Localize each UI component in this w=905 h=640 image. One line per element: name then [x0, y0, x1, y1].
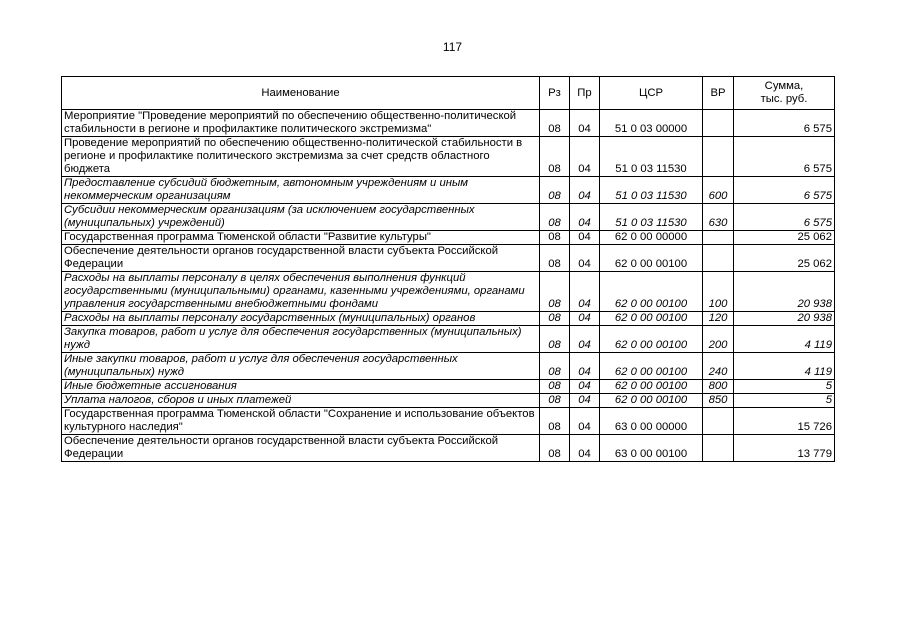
cell-csr: 62 0 00 00100: [600, 245, 703, 272]
cell-name: Закупка товаров, работ и услуг для обеспечения государственных (муниципальных) нужд: [62, 326, 540, 353]
cell-sum: 25 062: [734, 231, 835, 245]
cell-sum: 15 726: [734, 408, 835, 435]
cell-vr: 800: [703, 380, 734, 394]
cell-name: Иные закупки товаров, работ и услуг для обеспечения государственных (муниципальных) нужд: [62, 353, 540, 380]
cell-pr: 04: [570, 380, 600, 394]
header-csr: ЦСР: [600, 77, 703, 110]
cell-vr: [703, 408, 734, 435]
cell-rz: 08: [540, 177, 570, 204]
cell-rz: 08: [540, 394, 570, 408]
header-sum: [734, 77, 835, 110]
cell-vr: [703, 110, 734, 137]
header-vr: ВР: [703, 77, 734, 110]
table-row: [62, 137, 835, 177]
cell-name: Обеспечение деятельности органов государственной власти субъекта Российской Федерации: [62, 435, 540, 462]
cell-name: Государственная программа Тюменской области "Развитие культуры": [62, 231, 540, 245]
table-body: [62, 110, 835, 462]
table-row: [62, 272, 835, 312]
cell-vr: 600: [703, 177, 734, 204]
cell-rz: 08: [540, 435, 570, 462]
cell-vr: 850: [703, 394, 734, 408]
table-row: [62, 110, 835, 137]
cell-pr: 04: [570, 326, 600, 353]
cell-csr: 62 0 00 00100: [600, 394, 703, 408]
table-row: [62, 312, 835, 326]
cell-vr: 120: [703, 312, 734, 326]
cell-name: Проведение мероприятий по обеспечению общественно-политической стабильности в регионе и профилактике политического экстремизма за счет средств областного бюджета: [62, 137, 540, 177]
cell-rz: 08: [540, 312, 570, 326]
cell-csr: 62 0 00 00100: [600, 353, 703, 380]
cell-pr: 04: [570, 245, 600, 272]
cell-rz: 08: [540, 231, 570, 245]
cell-rz: 08: [540, 110, 570, 137]
cell-vr: [703, 231, 734, 245]
cell-rz: 08: [540, 204, 570, 231]
cell-sum: 20 938: [734, 312, 835, 326]
cell-name: Иные бюджетные ассигнования: [62, 380, 540, 394]
cell-vr: 200: [703, 326, 734, 353]
cell-pr: 04: [570, 110, 600, 137]
header-name: Наименование: [62, 77, 540, 110]
cell-pr: 04: [570, 435, 600, 462]
cell-csr: 62 0 00 00100: [600, 312, 703, 326]
header-sum-line1: Сумма,: [764, 80, 804, 92]
header-pr: Пр: [570, 77, 600, 110]
table-row: [62, 326, 835, 353]
cell-pr: 04: [570, 204, 600, 231]
cell-sum: 6 575: [734, 204, 835, 231]
table-row: [62, 435, 835, 462]
cell-sum: 25 062: [734, 245, 835, 272]
cell-csr: 63 0 00 00000: [600, 408, 703, 435]
cell-sum: 6 575: [734, 110, 835, 137]
cell-vr: [703, 435, 734, 462]
cell-csr: 62 0 00 00100: [600, 272, 703, 312]
cell-rz: 08: [540, 353, 570, 380]
cell-sum: 4 119: [734, 353, 835, 380]
table-row: [62, 231, 835, 245]
page-number: 117: [442, 40, 463, 54]
cell-rz: 08: [540, 326, 570, 353]
cell-vr: 630: [703, 204, 734, 231]
cell-rz: 08: [540, 380, 570, 394]
table-row: [62, 245, 835, 272]
cell-csr: 51 0 03 11530: [600, 177, 703, 204]
table-row: [62, 353, 835, 380]
table-row: [62, 204, 835, 231]
cell-sum: 20 938: [734, 272, 835, 312]
header-rz: Рз: [540, 77, 570, 110]
table-row: [62, 380, 835, 394]
cell-rz: 08: [540, 137, 570, 177]
cell-name: Субсидии некоммерческим организациям (за исключением государственных (муниципальных) учреждений): [62, 204, 540, 231]
cell-vr: 100: [703, 272, 734, 312]
cell-csr: 51 0 03 00000: [600, 110, 703, 137]
table-row: [62, 408, 835, 435]
cell-name: Мероприятие "Проведение мероприятий по обеспечению общественно-политической стабильности в регионе и профилактике политического экстремизма": [62, 110, 540, 137]
cell-pr: 04: [570, 353, 600, 380]
cell-csr: 63 0 00 00100: [600, 435, 703, 462]
table-row: [62, 394, 835, 408]
budget-table: [61, 76, 835, 462]
cell-csr: 62 0 00 00100: [600, 380, 703, 394]
cell-pr: 04: [570, 408, 600, 435]
cell-name: Уплата налогов, сборов и иных платежей: [62, 394, 540, 408]
cell-csr: 51 0 03 11530: [600, 137, 703, 177]
cell-sum: 6 575: [734, 177, 835, 204]
cell-sum: 5: [734, 394, 835, 408]
cell-vr: [703, 137, 734, 177]
cell-sum: 6 575: [734, 137, 835, 177]
cell-name: Обеспечение деятельности органов государственной власти субъекта Российской Федерации: [62, 245, 540, 272]
cell-pr: 04: [570, 177, 600, 204]
cell-sum: 13 779: [734, 435, 835, 462]
cell-csr: 62 0 00 00000: [600, 231, 703, 245]
cell-vr: [703, 245, 734, 272]
cell-pr: 04: [570, 137, 600, 177]
cell-pr: 04: [570, 231, 600, 245]
header-sum-line2: тыс. руб.: [760, 93, 808, 105]
cell-rz: 08: [540, 272, 570, 312]
cell-name: Расходы на выплаты персоналу в целях обеспечения выполнения функций государственными (муниципальными) органами, казенными учреждениями, органами управления государственными внебюджетными фондами: [62, 272, 540, 312]
cell-csr: 62 0 00 00100: [600, 326, 703, 353]
cell-pr: 04: [570, 312, 600, 326]
table-header-row: [62, 77, 835, 110]
cell-name: Предоставление субсидий бюджетным, автономным учреждениям и иным некоммерческим организациям: [62, 177, 540, 204]
cell-sum: 5: [734, 380, 835, 394]
cell-rz: 08: [540, 408, 570, 435]
cell-rz: 08: [540, 245, 570, 272]
cell-pr: 04: [570, 272, 600, 312]
cell-name: Государственная программа Тюменской области "Сохранение и использование объектов культурного наследия": [62, 408, 540, 435]
table-row: [62, 177, 835, 204]
cell-pr: 04: [570, 394, 600, 408]
cell-vr: 240: [703, 353, 734, 380]
cell-sum: 4 119: [734, 326, 835, 353]
cell-name: Расходы на выплаты персоналу государственных (муниципальных) органов: [62, 312, 540, 326]
cell-csr: 51 0 03 11530: [600, 204, 703, 231]
